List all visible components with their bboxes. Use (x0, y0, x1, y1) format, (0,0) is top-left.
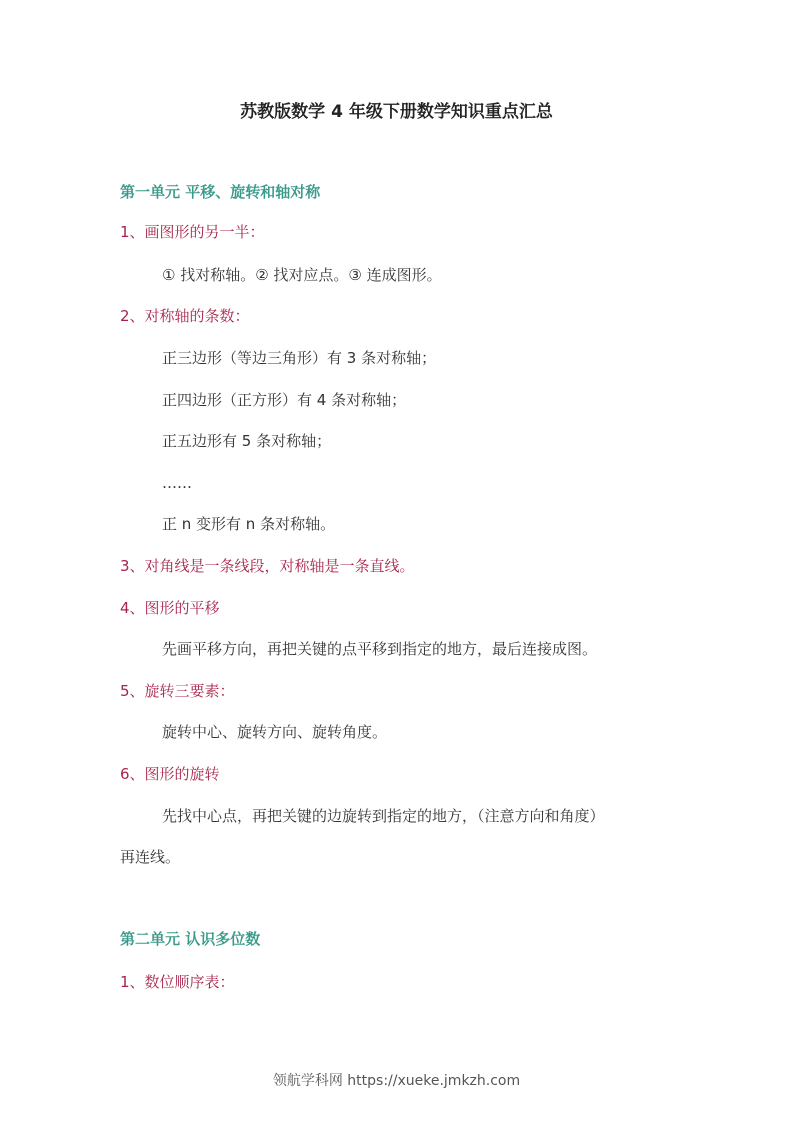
unit1-item2-line: 正四边形（正方形）有 4 条对称轴； (162, 391, 407, 409)
unit1-item2-heading: 2、对称轴的条数： (120, 307, 250, 325)
unit1-item4-text: 先画平移方向，再把关键的点平移到指定的地方，最后连接成图。 (162, 640, 598, 658)
unit1-item1-text: ① 找对称轴。② 找对应点。③ 连成图形。 (162, 266, 442, 284)
footer-source: 领航学科网 https://xueke.jmkzh.com (272, 1073, 521, 1089)
unit1-item6-heading: 6、图形的旋转 (120, 765, 220, 783)
unit1-heading: 第一单元 平移、旋转和轴对称 (120, 183, 321, 201)
unit2-heading: 第二单元 认识多位数 (120, 930, 261, 948)
unit1-item1-heading: 1、画图形的另一半： (120, 223, 265, 241)
unit1-item5-heading: 5、旋转三要素： (120, 682, 235, 700)
unit1-item2-line: 正三边形（等边三角形）有 3 条对称轴； (162, 349, 437, 367)
unit1-item5-text: 旋转中心、旋转方向、旋转角度。 (162, 723, 388, 741)
unit1-item2-line: …… (162, 474, 192, 492)
page-title: 苏教版数学 4 年级下册数学知识重点汇总 (240, 102, 553, 122)
unit1-item6-text-cont: 再连线。 (120, 848, 181, 866)
unit1-item3-heading: 3、对角线是一条线段，对称轴是一条直线。 (120, 557, 415, 575)
unit1-item4-heading: 4、图形的平移 (120, 599, 220, 617)
unit1-item2-line: 正五边形有 5 条对称轴； (162, 432, 332, 450)
unit1-item6-text: 先找中心点，再把关键的边旋转到指定的地方，（注意方向和角度） (162, 807, 605, 825)
unit1-item2-line: 正 n 变形有 n 条对称轴。 (162, 515, 336, 533)
unit2-item1-heading: 1、数位顺序表： (120, 973, 235, 991)
